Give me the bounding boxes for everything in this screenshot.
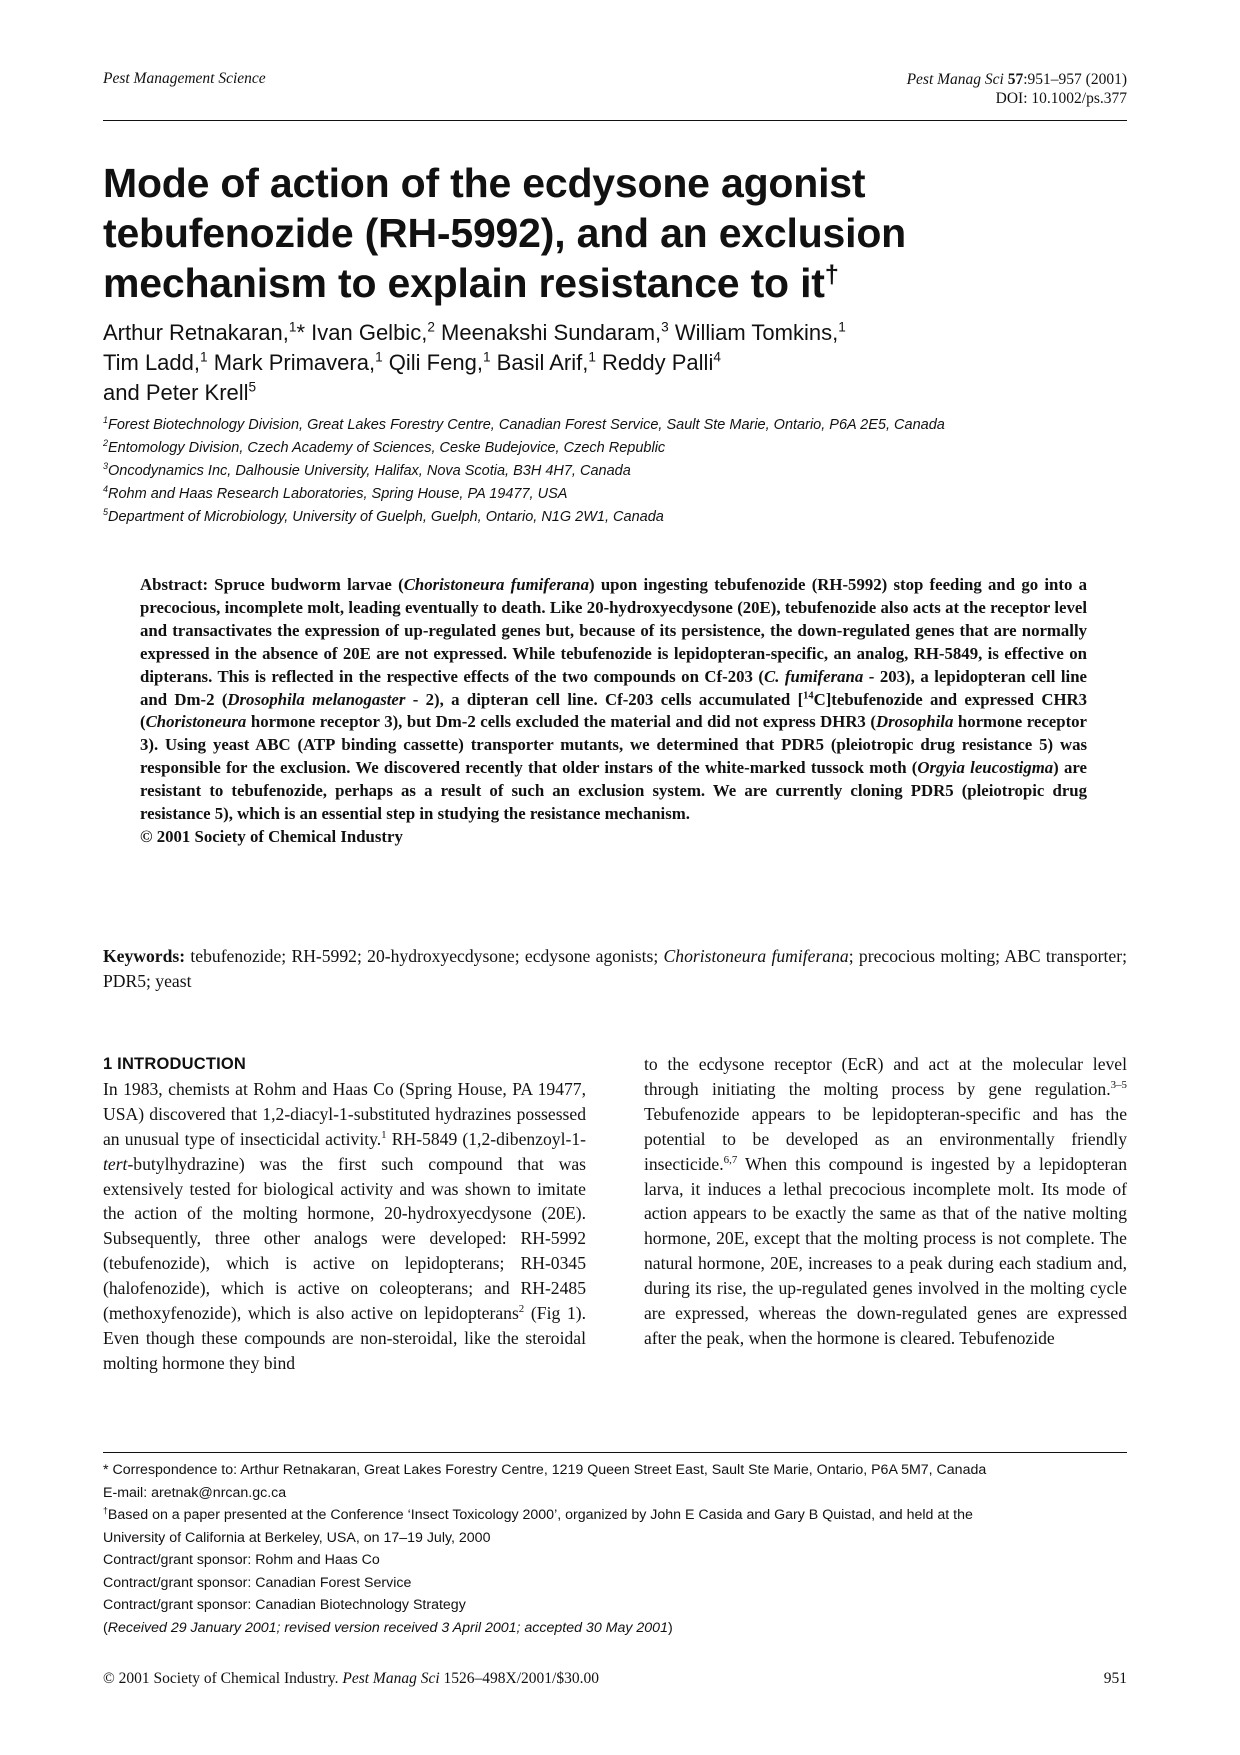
conference-note bbox=[103, 1504, 1133, 1527]
body-column-right bbox=[644, 1052, 1127, 1351]
keywords bbox=[103, 944, 1127, 993]
affiliation-sup: 4 bbox=[103, 484, 108, 495]
received-paren: ( bbox=[103, 1619, 108, 1636]
citation-sup: 6,7 bbox=[723, 1153, 738, 1166]
author-name: Mark Primavera, bbox=[213, 350, 376, 375]
author-affil-sup: 1 bbox=[838, 319, 846, 335]
keywords-italic: Choristoneura fumiferana bbox=[663, 946, 849, 966]
author-name: Basil Arif, bbox=[496, 350, 589, 375]
author-affil-sup: 4 bbox=[713, 349, 721, 365]
affiliation-text: Department of Microbiology, University of Guelph, Guelph, Ontario, N1G 2W1, Canada bbox=[108, 509, 664, 525]
abstract-text: hormone receptor 3). Using yeast ABC (ATP binding cassette) transporter mutants, we determined that PDR5 (pleiotropic drug resistance 5) was responsible for the exclusion. We discovered recently that older instars of the white-marked tussock moth ( bbox=[140, 712, 1087, 778]
corresponding-mark: * bbox=[296, 320, 306, 345]
author-affil-sup: 1 bbox=[288, 319, 297, 335]
sponsor-note: Contract/grant sponsor: Canadian Biotechnology Strategy bbox=[103, 1597, 466, 1613]
author-list bbox=[103, 318, 1133, 408]
citation-sup: 3–5 bbox=[1110, 1079, 1127, 1092]
citation-block bbox=[907, 70, 1127, 108]
author-line bbox=[103, 348, 1133, 378]
author-name: Qili Feng, bbox=[388, 350, 483, 375]
author-affil-sup: 1 bbox=[482, 349, 491, 365]
abstract-italic: Drosophila melanogaster bbox=[227, 689, 406, 709]
author-name: and Peter Krell bbox=[103, 380, 249, 405]
keywords-text: tebufenozide; RH-5992; 20-hydroxyecdysone; ecdysone agonists; bbox=[185, 946, 664, 966]
body-paragraph bbox=[644, 1052, 1127, 1351]
abstract-text: Spruce budworm larvae ( bbox=[208, 575, 404, 594]
affiliation-item bbox=[103, 437, 1133, 460]
email-note: E-mail: aretnak@nrcan.gc.ca bbox=[103, 1484, 287, 1501]
citation-sup: 1 bbox=[381, 1128, 387, 1141]
citation-journal: Pest Manag Sci bbox=[906, 71, 1004, 88]
author-name: Meenakshi Sundaram, bbox=[441, 320, 662, 345]
citation-pages: :951–957 (2001) bbox=[1023, 71, 1127, 88]
affiliation-sup: 1 bbox=[103, 415, 108, 426]
correspondence-note: * Correspondence to: Arthur Retnakaran, Great Lakes Forestry Centre, 1219 Queen Street East, Sault Ste Marie, Ontario, P6A 5M7, Canada bbox=[103, 1462, 987, 1478]
affiliation-item bbox=[103, 506, 1133, 529]
affiliation-text: Forest Biotechnology Division, Great Lakes Forestry Centre, Canadian Forest Service, Sault Ste Marie, Ontario, P6A 2E5, Canada bbox=[108, 417, 945, 433]
conference-note-cont: University of California at Berkeley, USA, on 17–19 July, 2000 bbox=[103, 1529, 491, 1546]
body-text: RH-5849 (1,2-dibenzoyl-1- bbox=[386, 1128, 586, 1149]
affiliation-sup: 5 bbox=[103, 507, 108, 518]
sponsor-note: Contract/grant sponsor: Canadian Forest Service bbox=[103, 1574, 412, 1591]
doi: DOI: 10.1002/ps.377 bbox=[995, 90, 1127, 107]
affiliation-item bbox=[103, 460, 1133, 483]
body-text: -butylhydrazine) was the first such compound that was extensively tested for biological activity and was shown to imitate the action of the molting hormone, 20-hydroxyecdysone (20E). Subsequently, three other analogs were developed: RH-5992 (tebufenozide), which is active on lepidopterans; RH-0345 (halofenozide), which is active on coleopterans; and RH-2485 (methoxyfenozide), which is also active on lepidopterans bbox=[103, 1153, 586, 1324]
title-line bbox=[103, 258, 1133, 308]
footer-copyright bbox=[103, 1670, 599, 1688]
author-name: Ivan Gelbic, bbox=[311, 320, 428, 345]
footer-copyright-text: © 2001 Society of Chemical Industry. bbox=[103, 1670, 343, 1687]
keywords-text: ; precocious molting; ABC transporter; PDR5; yeast bbox=[103, 946, 1127, 991]
abstract-text: - 2), a dipteran cell line. Cf-203 cells accumulated [ bbox=[405, 689, 804, 709]
abstract-italic: Choristoneura fumiferana bbox=[403, 575, 589, 594]
affiliation-item bbox=[103, 483, 1133, 506]
abstract-text: ) upon ingesting tebufenozide (RH-5992) stop feeding and go into a precocious, incomplete molt, leading eventually to death. Like 20-hydroxyecdysone (20E), tebufenozide also acts at the receptor level and transactivates the expression of up-regulated genes but, because of its persistence, the down-regulated genes that are normally expressed in the absence of 20E are not expressed. While tebufenozide is lepidopteran-specific, an analog, RH-5849, is effective on dipterans. This is reflected in the respective effects of the two compounds on Cf-203 ( bbox=[140, 575, 1087, 686]
author-affil-sup: 2 bbox=[427, 319, 435, 335]
page-number: 951 bbox=[1103, 1670, 1127, 1687]
body-text: to the ecdysone receptor (EcR) and act at the molecular level through initiating the molting process by gene regulation. bbox=[644, 1054, 1127, 1099]
author-affil-sup: 3 bbox=[661, 319, 669, 335]
abstract-text: - 203), a lepidopteran cell line and Dm-2 ( bbox=[140, 666, 1088, 709]
header-divider bbox=[103, 120, 1127, 121]
received-text: Received 29 January 2001; revised version received 3 April 2001; accepted 30 May 2001 bbox=[107, 1619, 668, 1636]
abstract-text: hormone receptor 3), but Dm-2 cells excluded the material and did not express DHR3 ( bbox=[246, 712, 876, 732]
author-affil-sup: 1 bbox=[375, 349, 383, 365]
affiliation-text: Oncodynamics Inc, Dalhousie University, Halifax, Nova Scotia, B3H 4H7, Canada bbox=[108, 463, 631, 479]
section-heading: 1 INTRODUCTION bbox=[103, 1055, 247, 1073]
author-name: Arthur Retnakaran, bbox=[103, 320, 289, 345]
body-text: Tebufenozide appears to be lepidopteran-specific and has the potential to be developed as an environmentally friendly insecticide. bbox=[644, 1103, 1127, 1174]
author-affil-sup: 5 bbox=[248, 379, 257, 395]
abstract-italic: Drosophila bbox=[875, 712, 954, 732]
abstract bbox=[140, 574, 1087, 849]
author-name: Tim Ladd, bbox=[103, 350, 201, 375]
author-affil-sup: 1 bbox=[588, 349, 596, 365]
body-text: In 1983, chemists at Rohm and Haas Co (Spring House, PA 19477, USA) discovered that 1,2-diacyl-1-substituted hydrazines possessed an unusual type of insecticidal activity. bbox=[103, 1078, 586, 1149]
abstract-copyright: © 2001 Society of Chemical Industry bbox=[140, 826, 403, 846]
abstract-label: Abstract: bbox=[140, 575, 209, 594]
received-paren: ) bbox=[667, 1619, 673, 1636]
title-line: Mode of action of the ecdysone agonist bbox=[103, 160, 866, 206]
footer-issn: 1526–498X/2001/$30.00 bbox=[439, 1670, 599, 1687]
title-dagger: † bbox=[824, 260, 839, 289]
title-line: tebufenozide (RH-5992), and an exclusion bbox=[103, 210, 907, 256]
footnote-divider bbox=[103, 1452, 1127, 1453]
affiliation-sup: 3 bbox=[103, 461, 108, 472]
body-text: When this compound is ingested by a lepidopteran larva, it induces a lethal precocious incomplete molt. Its mode of action appears to be exactly the same as that of the native molting hormone, 20E, except that the molting process is not complete. The natural hormone, 20E, increases to a peak during each stadium and, during its rise, the up-regulated genes involved in the molting cycle are expressed, whereas the down-regulated genes are expressed after the peak, when the hormone is cleared. Tebufenozide bbox=[644, 1153, 1127, 1348]
body-text: (Fig 1). Even though these compounds are non-steroidal, like the steroidal molting hormone they bind bbox=[103, 1303, 586, 1373]
affiliation-text: Entomology Division, Czech Academy of Sciences, Ceske Budejovice, Czech Republic bbox=[108, 440, 666, 456]
article-title bbox=[103, 158, 1133, 308]
conference-text: Based on a paper presented at the Conference ‘Insect Toxicology 2000’, organized by John E Casida and Gary B Quistad, and held at the bbox=[107, 1507, 973, 1523]
received-note bbox=[103, 1617, 1133, 1640]
affiliation-sup: 2 bbox=[103, 438, 108, 449]
abstract-text: C]tebufenozide and expressed CHR3 ( bbox=[140, 689, 1088, 732]
author-line bbox=[103, 378, 1133, 408]
abstract-italic: Choristoneura bbox=[145, 712, 247, 732]
body-column-left bbox=[103, 1052, 586, 1376]
keywords-label: Keywords: bbox=[103, 946, 186, 966]
affiliation-text: Rohm and Haas Research Laboratories, Spring House, PA 19477, USA bbox=[108, 486, 568, 502]
body-italic: tert bbox=[103, 1153, 128, 1174]
citation-volume: 57 bbox=[1007, 71, 1024, 88]
citation-sup: 2 bbox=[518, 1303, 525, 1316]
body-paragraph bbox=[103, 1077, 586, 1376]
footer-journal: Pest Manag Sci bbox=[342, 1670, 440, 1687]
citation-line bbox=[907, 70, 1127, 89]
author-name: Reddy Palli bbox=[602, 350, 714, 375]
journal-name: Pest Management Science bbox=[103, 70, 266, 87]
abstract-sup: 14 bbox=[803, 689, 814, 701]
abstract-text: ) are resistant to tebufenozide, perhaps as a result of such an exclusion system. We are currently cloning PDR5 (pleiotropic drug resistance 5), which is an essential step in studying the resistance mechanism. bbox=[140, 758, 1087, 824]
dagger-mark: † bbox=[103, 1505, 108, 1516]
abstract-italic: Orgyia leucostigma bbox=[917, 758, 1054, 778]
title-line-text: mechanism to explain resistance to it bbox=[103, 260, 825, 306]
author-name: William Tomkins, bbox=[674, 320, 839, 345]
abstract-italic: C. fumiferana bbox=[764, 666, 864, 686]
footnotes bbox=[103, 1459, 1133, 1639]
author-line bbox=[103, 318, 1133, 348]
affiliation-list bbox=[103, 414, 1133, 529]
author-affil-sup: 1 bbox=[200, 349, 208, 365]
affiliation-item bbox=[103, 414, 1133, 437]
sponsor-note: Contract/grant sponsor: Rohm and Haas Co bbox=[103, 1552, 380, 1568]
